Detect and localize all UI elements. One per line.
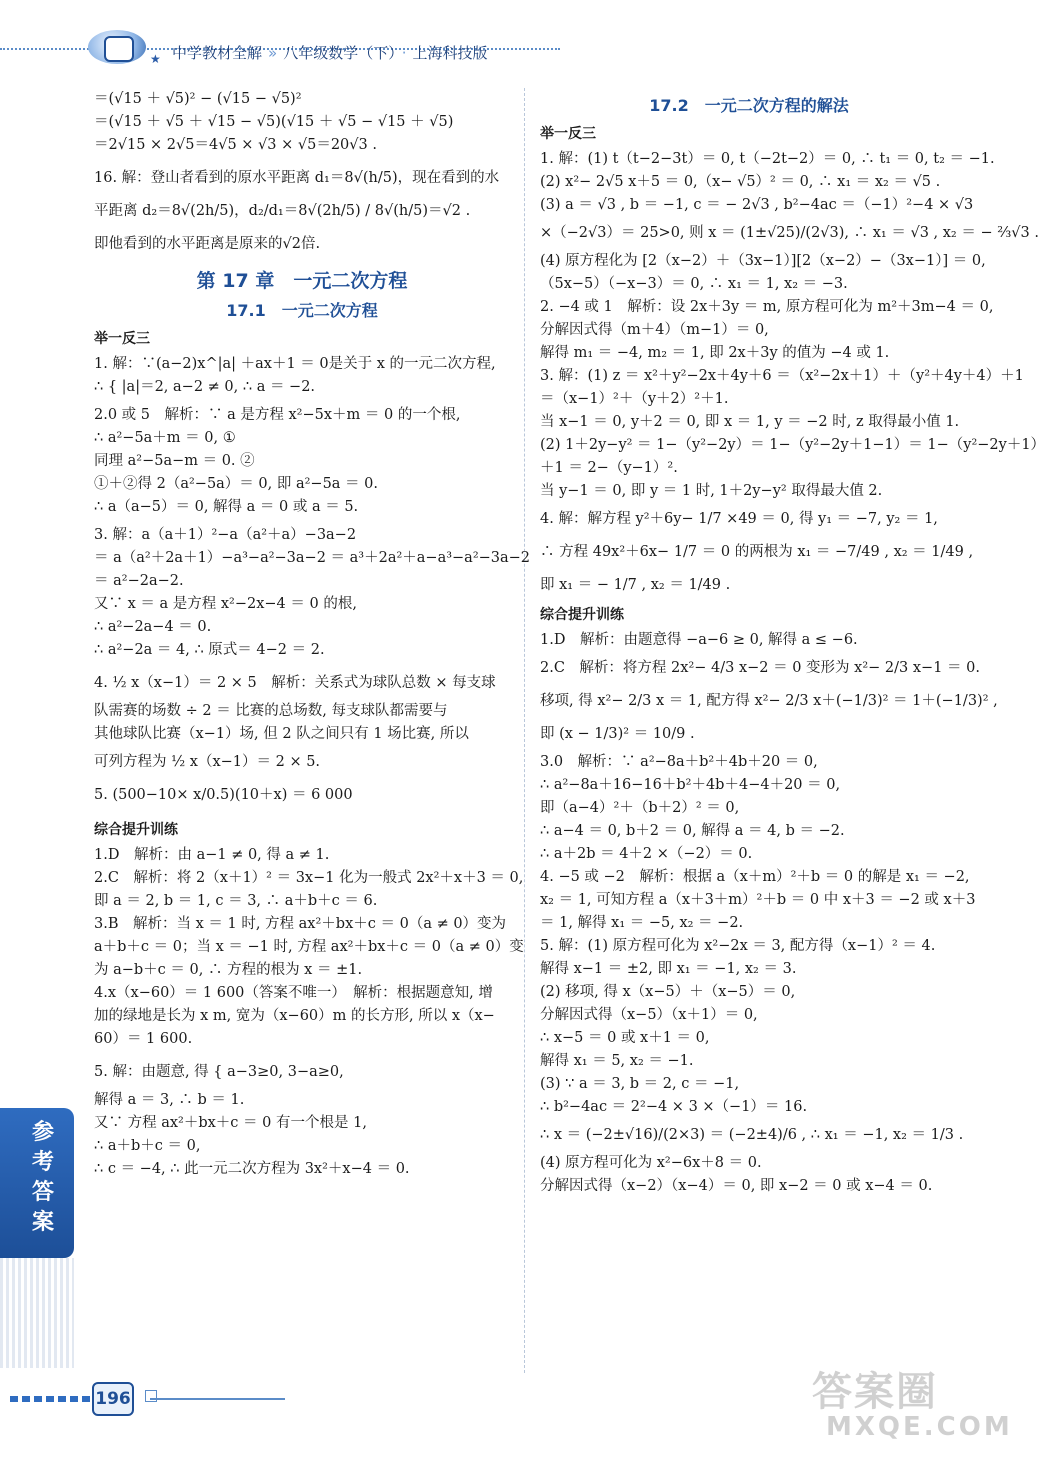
answer-line: 平距离 d₂＝8√(2h/5)，d₂/d₁＝8√(2h/5) / 8√(h/5)＝√2 . [94, 203, 471, 219]
answer-line: 即（a−4）²＋（b＋2）² ＝ 0, [540, 800, 740, 816]
answer-line: ＝(√15 ＋ √5)² − (√15 − √5)² [94, 91, 302, 107]
answer-line: ∴ a−4 ＝ 0, b＋2 ＝ 0, 解得 a ＝ 4, b ＝ −2. [540, 823, 845, 839]
subsection-heading: 举一反三 [540, 126, 596, 142]
footer-rule [150, 1398, 285, 1400]
section-heading: 17.2 一元二次方程的解法 [649, 96, 849, 115]
answer-line: 队需赛的场数 ÷ 2 ＝ 比赛的总场数, 每支球队都需要与 [94, 703, 448, 719]
answer-line: (2) x²− 2√5 x＋5 ＝ 0,（x− √5）² ＝ 0, ∴ x₁ ＝ x₂ ＝ √5 . [540, 174, 941, 190]
book-logo-icon [88, 30, 146, 64]
answer-line: (4) 原方程化为 [2（x−2）＋（3x−1）][2（x−2）−（3x−1）] ＝ 0, [540, 253, 986, 269]
answer-line: 1.D 解析：由题意得 −a−6 ≥ 0, 解得 a ≤ −6. [540, 632, 858, 648]
spacer [94, 807, 510, 817]
header-text: 中学教材全解 » 八年级数学（下） · 上海科技版 [172, 44, 488, 62]
subsection-heading: 综合提升训练 [540, 607, 624, 623]
answer-line: ＝（x−1）²＋（y＋2）²＋1. [540, 391, 729, 407]
answer-line: 2.0 或 5 解析：∵ a 是方程 x²−5x＋m ＝ 0 的一个根, [94, 407, 461, 423]
answer-line: 4. ½ x（x−1）＝ 2 × 5 解析：关系式为球队总数 × 每支球 [94, 675, 496, 691]
answer-line: 当 y−1 ＝ 0, 即 y ＝ 1 时, 1＋2y−y² 取得最大值 2. [540, 483, 883, 499]
side-tab-label: 参考答案 [31, 1120, 54, 1235]
column-divider [524, 88, 525, 1373]
answer-line: (3) ∵ a ＝ 3, b ＝ 2, c ＝ −1, [540, 1076, 740, 1092]
spacer [94, 1051, 510, 1061]
answer-line: 2. −4 或 1 解析：设 2x＋3y ＝ m, 原方程可化为 m²＋3m−4 ＝ 0, [540, 299, 994, 315]
spacer [94, 223, 510, 233]
answer-line: 4.x（x−60）＝ 1 600（答案不唯一） 解析：根据题意知, 增 [94, 985, 493, 1001]
answer-line: 2.C 解析：将方程 2x²− 4/3 x−2 ＝ 0 变形为 x²− 2/3 x−1 ＝ 0. [540, 660, 980, 676]
answer-line: ∴ c ＝ −4, ∴ 此一元二次方程为 3x²＋x−4 ＝ 0. [94, 1161, 410, 1177]
answer-line: ∴ b²−4ac ＝ 2²−4 × 3 ×（−1）＝ 16. [540, 1099, 808, 1115]
answer-line: 当 x−1 ＝ 0, y＋2 ＝ 0, 即 x ＝ 1, y ＝ −2 时, z 取得最小值 1. [540, 414, 960, 430]
answer-line: (4) 原方程可化为 x²−6x＋8 ＝ 0. [540, 1155, 762, 1171]
answer-line: 3. 解：(1) z ＝ x²＋y²−2x＋4y＋6 ＝（x²−2x＋1）＋（y²＋4y＋4）＋1 [540, 368, 1024, 384]
answer-line: 1. 解：∵(a−2)x^|a| ＋ax＋1 ＝ 0是关于 x 的一元二次方程, [94, 356, 496, 372]
answer-line: 分解因式得（m＋4）（m−1）＝ 0, [540, 322, 769, 338]
answer-line: ∴ a＋2b ＝ 4＋2 ×（−2）＝ 0. [540, 846, 753, 862]
answer-line: 移项, 得 x²− 2/3 x ＝ 1, 配方得 x²− 2/3 x＋(−1/3)² ＝ 1＋(−1/3)² , [540, 693, 998, 709]
book-subtitle: 八年级数学（下） [283, 44, 396, 62]
left-column [94, 88, 531, 1181]
answer-line: 又∵ x ＝ a 是方程 x²−2x−4 ＝ 0 的根, [94, 596, 357, 612]
answer-line: 2.C 解析：将 2（x＋1）² ＝ 3x−1 化为一般式 2x²＋x＋3 ＝ 0, [94, 870, 524, 886]
subsection-heading: 综合提升训练 [94, 822, 178, 838]
answer-line: 4. −5 或 −2 解析：根据 a（x＋m）²＋b ＝ 0 的解是 x₁ ＝ −2, [540, 869, 970, 885]
right-column [540, 88, 1045, 1198]
answer-line: ＝ a（a²＋2a＋1）−a³−a²−3a−2 ＝ a³＋2a²＋a−a³−a²−3a−2 [94, 550, 531, 566]
answer-line: x₂ ＝ 1, 可知方程 a（x＋3＋m）²＋b ＝ 0 中 x＋3 ＝ −2 或 x＋3 [540, 892, 976, 908]
spacer [94, 662, 510, 672]
spacer [94, 157, 510, 167]
section-heading: 17.1 一元二次方程 [226, 301, 378, 320]
answer-line: 又∵ 方程 ax²＋bx＋c ＝ 0 有一个根是 1, [94, 1115, 367, 1131]
answer-line: 其他球队比赛（x−1）场, 但 2 队之间只有 1 场比赛, 所以 [94, 726, 469, 742]
answer-line: ×（−2√3）＝ 25>0, 则 x ＝ (1±√25)/(2√3), ∴ x₁ ＝ √3 , x₂ ＝ − ⅔√3 . [540, 225, 1039, 241]
answer-line: 即 a ＝ 2, b ＝ 1, c ＝ 3, ∴ a＋b＋c ＝ 6. [94, 893, 378, 909]
answer-line: 即 (x − 1/3)² ＝ 10/9 . [540, 726, 695, 742]
answer-line: ∴ a＋b＋c ＝ 0, [94, 1138, 201, 1154]
answer-line: ∴ x−5 ＝ 0 或 x＋1 ＝ 0, [540, 1030, 710, 1046]
answer-line: 5. 解：由题意, 得 { a−3≥0, 3−a≥0, [94, 1064, 344, 1080]
watermark-url: MXQE.COM [826, 1412, 1013, 1442]
answer-key-side-tab [0, 1108, 74, 1258]
answer-line: 加的绿地是长为 x m, 宽为（x−60）m 的长方形, 所以 x（x− [94, 1008, 495, 1024]
answer-line: 即 x₁ ＝ − 1/7 , x₂ ＝ 1/49 . [540, 577, 731, 593]
answer-line: ＝2√15 × 2√5＝4√5 × √3 × √5＝20√3 . [94, 137, 377, 153]
answer-line: 5. 解：(1) 原方程可化为 x²−2x ＝ 3, 配方得（x−1）² ＝ 4. [540, 938, 936, 954]
book-title: 中学教材全解 [172, 44, 263, 62]
answer-line: ∴ a（a−5）＝ 0, 解得 a ＝ 0 或 a ＝ 5. [94, 499, 359, 515]
answer-line: (2) 移项, 得 x（x−5）＋（x−5）＝ 0, [540, 984, 796, 1000]
spacer [540, 680, 958, 690]
page-number: 196 [92, 1382, 134, 1416]
spacer [540, 597, 958, 602]
answer-line: ∴ 方程 49x²＋6x− 1/7 ＝ 0 的两根为 x₁ ＝ −7/49 , x₂ ＝ 1/49 , [540, 544, 974, 560]
answer-line: 1. 解：(1) t（t−2−3t）＝ 0, t（−2t−2）＝ 0, ∴ t₁ ＝ 0, t₂ ＝ −1. [540, 151, 995, 167]
answer-line: a＋b＋c ＝ 0；当 x ＝ −1 时, 方程 ax²＋bx＋c ＝ 0（a ≠ 0）变 [94, 939, 524, 955]
spacer [94, 774, 510, 784]
footer-dots [10, 1396, 90, 1402]
answer-line: ∴ a²−8a＋16−16＋b²＋4b＋4−4＋20 ＝ 0, [540, 777, 841, 793]
answer-line: ＝ 1, 解得 x₁ ＝ −5, x₂ ＝ −2. [540, 915, 744, 931]
answer-line: 同理 a²−5a−m ＝ 0. ② [94, 453, 255, 469]
answer-line: ∴ a²−2a−4 ＝ 0. [94, 619, 212, 635]
answer-line: 为 a−b＋c ＝ 0, ∴ 方程的根为 x ＝ ±1. [94, 962, 363, 978]
answer-line: 解得 x−1 ＝ ±2, 即 x₁ ＝ −1, x₂ ＝ 3. [540, 961, 797, 977]
answer-line: (2) 1＋2y−y² ＝ 1−（y²−2y）＝ 1−（y²−2y＋1−1）＝ 1−（y²−2y＋1） [540, 437, 1045, 453]
answer-line: 3.0 解析：∵ a²−8a＋b²＋4b＋20 ＝ 0, [540, 754, 818, 770]
answer-line: 分解因式得（x−2）（x−4）＝ 0, 即 x−2 ＝ 0 或 x−4 ＝ 0. [540, 1178, 933, 1194]
book-edition: 上海科技版 [412, 44, 488, 62]
answer-line: 16. 解：登山者看到的原水平距离 d₁＝8√(h/5)，现在看到的水 [94, 170, 500, 186]
spacer [94, 190, 510, 200]
watermark-logo: 答案圈 [812, 1369, 938, 1415]
answer-line: ①＋②得 2（a²−5a）＝ 0, 即 a²−5a ＝ 0. [94, 476, 379, 492]
answer-line: 3. 解：a（a＋1）²−a（a²＋a）−3a−2 [94, 527, 357, 543]
answer-line: ＝(√15 ＋ √5 ＋ √15 − √5)(√15 ＋ √5 − √15 ＋ √5) [94, 114, 454, 130]
answer-line: 3.B 解析：当 x ＝ 1 时, 方程 ax²＋bx＋c ＝ 0（a ≠ 0）变为 [94, 916, 507, 932]
answer-line: 可列方程为 ½ x（x−1）＝ 2 × 5. [94, 754, 321, 770]
answer-line: ∴ a²−5a＋m ＝ 0, ① [94, 430, 236, 446]
answer-line: 解得 a ＝ 3, ∴ b ＝ 1. [94, 1092, 245, 1108]
chapter-heading: 第 17 章 一元二次方程 [196, 270, 408, 292]
footer-square-icon [145, 1390, 157, 1402]
answer-line: （5x−5）（−x−3）＝ 0, ∴ x₁ ＝ 1, x₂ ＝ −3. [540, 276, 848, 292]
answer-line: 解得 m₁ ＝ −4, m₂ ＝ 1, 即 2x＋3y 的值为 −4 或 1. [540, 345, 890, 361]
answer-line: ＝ a²−2a−2. [94, 573, 184, 589]
answer-line: 4. 解：解方程 y²＋6y− 1/7 ×49 ＝ 0, 得 y₁ ＝ −7, y₂ ＝ 1, [540, 511, 938, 527]
answer-line: ＋1 ＝ 2−（y−1）². [540, 460, 678, 476]
answer-line: 解得 x₁ ＝ 5, x₂ ＝ −1. [540, 1053, 694, 1069]
star-icon: ★ [150, 52, 161, 66]
side-decoration [0, 1258, 74, 1368]
spacer [540, 713, 958, 723]
answer-line: 60）＝ 1 600. [94, 1031, 193, 1047]
answer-line: ∴ x ＝ (−2±√16)/(2×3) ＝ (−2±4)/6 , ∴ x₁ ＝ −1, x₂ ＝ 1/3 . [540, 1127, 964, 1143]
answer-line: 即他看到的水平距离是原来的√2倍. [94, 236, 321, 252]
answer-line: 分解因式得（x−5）（x＋1）＝ 0, [540, 1007, 758, 1023]
answer-line: 1.D 解析：由 a−1 ≠ 0, 得 a ≠ 1. [94, 847, 330, 863]
answer-line: (3) a ＝ √3 , b ＝ −1, c ＝ − 2√3 , b²−4ac ＝（−1）²−4 × √3 [540, 197, 974, 213]
spacer [540, 531, 958, 541]
subsection-heading: 举一反三 [94, 331, 150, 347]
answer-line: 5. (500−10× x/0.5)(10＋x) ＝ 6 000 [94, 787, 353, 803]
answer-line: ∴ a²−2a ＝ 4, ∴ 原式＝ 4−2 ＝ 2. [94, 642, 325, 658]
spacer [540, 564, 958, 574]
answer-line: ∴ { |a|＝2, a−2 ≠ 0, ∴ a ＝ −2. [94, 379, 316, 395]
page-header [0, 0, 1000, 70]
